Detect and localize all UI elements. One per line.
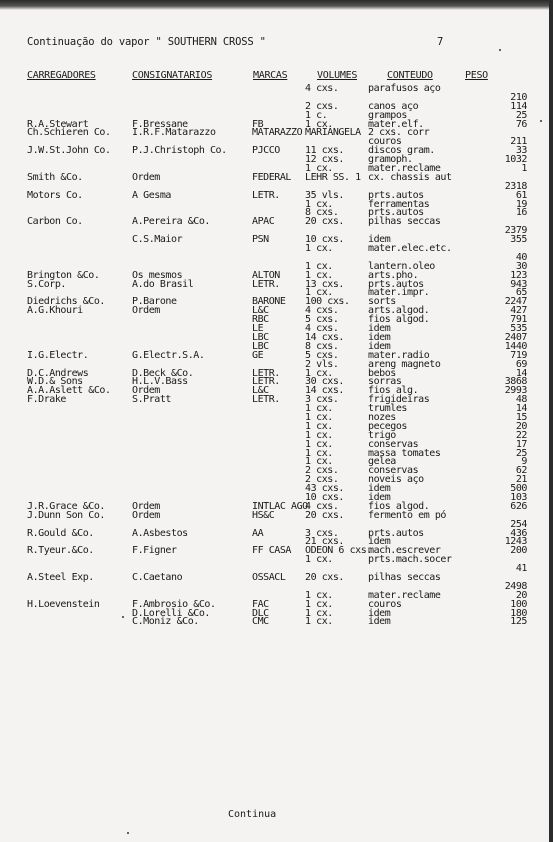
cell-carregador: F.Drake bbox=[27, 394, 66, 406]
cell-consignatario: F.Bressane bbox=[132, 118, 188, 130]
cell-conteudo: prts.mach.socer bbox=[368, 554, 452, 566]
cell-peso: 48 bbox=[515, 394, 527, 406]
cell-marca: L&C bbox=[252, 305, 269, 317]
cell-conteudo: fermento em pó bbox=[368, 509, 446, 521]
cell-conteudo: couros bbox=[368, 598, 402, 610]
cell-peso: 2318 bbox=[504, 180, 527, 192]
cell-conteudo: pilhas seccas bbox=[368, 571, 441, 583]
cell-carregador: Smith &Co. bbox=[27, 171, 83, 183]
scan-speck bbox=[499, 49, 501, 51]
cell-volumes: 1 cx. bbox=[305, 589, 333, 601]
cell-conteudo: idem bbox=[368, 331, 391, 343]
cell-marca: LETR. bbox=[252, 367, 280, 379]
col-conteudo: CONTEUDO bbox=[387, 70, 433, 81]
manifest-row bbox=[0, 235, 553, 244]
cell-volumes: 4 cxs. bbox=[305, 500, 339, 512]
cell-volumes: 8 cxs. bbox=[305, 340, 339, 352]
cell-peso: 25 bbox=[515, 109, 527, 121]
cell-volumes: 1 cx. bbox=[305, 598, 333, 610]
cell-peso: 100 bbox=[510, 598, 527, 610]
cell-consignatario: A Gesma bbox=[132, 189, 171, 201]
cell-marca: RBC bbox=[252, 314, 269, 326]
cell-conteudo: frigideiras bbox=[368, 394, 430, 406]
cell-consignatario: Ordem bbox=[132, 171, 160, 183]
cell-conteudo: fios alg. bbox=[368, 385, 419, 397]
cell-marca: LBC bbox=[252, 331, 269, 343]
cell-consignatario: Ordem bbox=[132, 305, 160, 317]
cell-conteudo: prts.autos bbox=[368, 278, 424, 290]
cell-peso: 22 bbox=[515, 429, 527, 441]
cell-peso: 17 bbox=[515, 438, 527, 450]
manifest-row bbox=[0, 573, 553, 582]
cell-volumes: 12 cxs. bbox=[305, 154, 344, 166]
manifest-row bbox=[0, 128, 553, 137]
cell-conteudo: couros bbox=[368, 136, 402, 148]
cell-consignatario: F.Ambrosio &Co. bbox=[132, 598, 216, 610]
cell-peso: 3868 bbox=[504, 376, 527, 388]
cell-conteudo: nozes bbox=[368, 411, 396, 423]
cell-volumes: 10 cxs. bbox=[305, 234, 344, 246]
cell-volumes: 1 cx. bbox=[305, 163, 333, 175]
cell-conteudo: pilhas seccas bbox=[368, 216, 441, 228]
cell-peso: 20 bbox=[515, 589, 527, 601]
manifest-row bbox=[0, 546, 553, 555]
cell-marca: MATARAZZO bbox=[252, 127, 303, 139]
cell-volumes: 4 cxs. bbox=[305, 83, 339, 94]
manifest-row bbox=[0, 466, 553, 475]
cell-consignatario: Ordem bbox=[132, 500, 160, 512]
cell-peso: 2247 bbox=[504, 296, 527, 308]
cell-consignatario: Os mesmos bbox=[132, 269, 183, 281]
manifest-row bbox=[0, 253, 553, 262]
cell-volumes: 1 cx. bbox=[305, 367, 333, 379]
cell-volumes: 2 cxs. bbox=[305, 474, 339, 486]
cell-conteudo: gelea bbox=[368, 456, 396, 468]
cell-volumes: 1 cx. bbox=[305, 616, 333, 628]
cell-volumes: 4 cxs. bbox=[305, 305, 339, 317]
cell-carregador: Motors Co. bbox=[27, 189, 83, 201]
cell-consignatario: I.R.F.Matarazzo bbox=[132, 127, 216, 139]
manifest-row bbox=[0, 146, 553, 155]
col-carregadores: CARREGADORES bbox=[27, 70, 96, 81]
cell-volumes: 10 cxs. bbox=[305, 491, 344, 503]
cell-peso: 719 bbox=[510, 349, 527, 361]
cell-peso: 123 bbox=[510, 269, 527, 281]
cell-peso: 1440 bbox=[504, 340, 527, 352]
cell-peso: 30 bbox=[515, 260, 527, 272]
cell-conteudo: idem bbox=[368, 323, 391, 335]
cell-conteudo: areng magneto bbox=[368, 358, 441, 370]
cell-conteudo: fios algod. bbox=[368, 314, 430, 326]
cell-conteudo: mater.impr. bbox=[368, 287, 430, 299]
cell-volumes: 100 cxs. bbox=[305, 296, 350, 308]
cell-conteudo: mater.reclame bbox=[368, 589, 441, 601]
cell-carregador: J.R.Grace &Co. bbox=[27, 500, 105, 512]
manifest-row bbox=[0, 431, 553, 440]
cell-conteudo: trigo bbox=[368, 429, 396, 441]
cell-volumes: 1 cx. bbox=[305, 456, 333, 468]
cell-conteudo: 2 cxs. corr bbox=[368, 127, 430, 139]
cell-consignatario: A.Asbestos bbox=[132, 527, 188, 539]
cell-peso: 14 bbox=[515, 403, 527, 415]
cell-carregador: R.Tyeur.&Co. bbox=[27, 545, 94, 557]
manifest-table bbox=[0, 84, 553, 626]
cell-volumes: 1 c. bbox=[305, 109, 328, 121]
cell-conteudo: fios algod. bbox=[368, 500, 430, 512]
manifest-row bbox=[0, 457, 553, 466]
manifest-row bbox=[0, 217, 553, 226]
cell-conteudo: canos aço bbox=[368, 100, 419, 112]
cell-consignatario: P.Barone bbox=[132, 296, 177, 308]
manifest-row bbox=[0, 155, 553, 164]
cell-volumes: 1 cx. bbox=[305, 447, 333, 459]
manifest-row bbox=[0, 484, 553, 493]
cell-volumes: 1 cx. bbox=[305, 403, 333, 415]
cell-peso: 427 bbox=[510, 305, 527, 317]
cell-conteudo: idem bbox=[368, 616, 391, 628]
cell-volumes: 14 cxs. bbox=[305, 331, 344, 343]
manifest-row bbox=[0, 449, 553, 458]
manifest-row bbox=[0, 315, 553, 324]
cell-conteudo: conservas bbox=[368, 438, 419, 450]
cell-peso: 16 bbox=[515, 207, 527, 219]
cell-marca: LBC bbox=[252, 340, 269, 352]
cell-carregador: Ch.Schieren Co. bbox=[27, 127, 111, 139]
manifest-row bbox=[0, 306, 553, 315]
cell-peso: 40 bbox=[515, 251, 527, 263]
cell-peso: 1032 bbox=[504, 154, 527, 166]
cell-volumes: 20 cxs. bbox=[305, 509, 344, 521]
cell-peso: 15 bbox=[515, 411, 527, 423]
cell-conteudo: idem bbox=[368, 234, 391, 246]
cell-marca: GE bbox=[252, 349, 264, 361]
cell-conteudo: mach.escrever bbox=[368, 545, 441, 557]
cell-peso: 626 bbox=[510, 500, 527, 512]
cell-peso: 210 bbox=[510, 91, 527, 103]
cell-conteudo: trumles bbox=[368, 403, 407, 415]
cell-peso: 943 bbox=[510, 278, 527, 290]
cell-volumes: MARIANGELA bbox=[305, 127, 361, 139]
manifest-row bbox=[0, 422, 553, 431]
scan-speck bbox=[540, 120, 542, 122]
cell-conteudo: discos gram. bbox=[368, 145, 435, 157]
cell-volumes: 1 cx. bbox=[305, 260, 333, 272]
cell-peso: 2407 bbox=[504, 331, 527, 343]
col-peso: PESO bbox=[465, 70, 488, 81]
cell-volumes: 1 cx. bbox=[305, 269, 333, 281]
cell-consignatario: Ordem bbox=[132, 385, 160, 397]
cell-volumes: 2 cxs. bbox=[305, 465, 339, 477]
cell-volumes: 14 cxs. bbox=[305, 385, 344, 397]
manifest-row bbox=[0, 404, 553, 413]
manifest-row bbox=[0, 529, 553, 538]
cell-volumes: 35 vls. bbox=[305, 189, 344, 201]
cell-peso: 1243 bbox=[504, 536, 527, 548]
manifest-row bbox=[0, 208, 553, 217]
manifest-row bbox=[0, 102, 553, 111]
cell-volumes: ODEON 6 cxs. bbox=[305, 545, 372, 557]
cell-peso: 2993 bbox=[504, 385, 527, 397]
cell-volumes: 5 cxs. bbox=[305, 349, 339, 361]
cell-volumes: 20 cxs. bbox=[305, 216, 344, 228]
col-marcas: MARCAS bbox=[253, 70, 288, 81]
cell-carregador: J.W.St.John Co. bbox=[27, 145, 111, 157]
cell-conteudo: mater.elec.etc. bbox=[368, 243, 452, 255]
cell-conteudo: prts.autos bbox=[368, 207, 424, 219]
cell-volumes: 1 cx. bbox=[305, 118, 333, 130]
cell-volumes: 1 cx. bbox=[305, 243, 333, 255]
cell-marca: DLC bbox=[252, 607, 269, 619]
cell-consignatario: A.Pereira &Co. bbox=[132, 216, 210, 228]
cell-marca: INTLAC AGO bbox=[252, 500, 308, 512]
cell-peso: 791 bbox=[510, 314, 527, 326]
manifest-row bbox=[0, 600, 553, 609]
cell-carregador: Carbon Co. bbox=[27, 216, 83, 228]
cell-carregador: A.A.Aslett &Co. bbox=[27, 385, 111, 397]
cell-peso: 65 bbox=[515, 287, 527, 299]
cell-carregador: Diedrichs &Co. bbox=[27, 296, 105, 308]
col-volumes: VOLUMES bbox=[317, 70, 358, 81]
manifest-row bbox=[0, 226, 553, 235]
cell-marca: PJCCO bbox=[252, 145, 280, 157]
cell-carregador: R.A.Stewart bbox=[27, 118, 89, 130]
cell-carregador: H.Loevenstein bbox=[27, 598, 100, 610]
cell-marca: OSSACL bbox=[252, 571, 286, 583]
cell-peso: 41 bbox=[515, 563, 527, 575]
cell-marca: HS&C bbox=[252, 509, 275, 521]
cell-carregador: I.G.Electr. bbox=[27, 349, 89, 361]
cell-conteudo: massa tomates bbox=[368, 447, 441, 459]
cell-peso: 33 bbox=[515, 145, 527, 157]
cell-peso: 76 bbox=[515, 118, 527, 130]
cell-consignatario: D.Beck &Co. bbox=[132, 367, 194, 379]
manifest-row bbox=[0, 333, 553, 342]
cell-volumes: 1 cx. bbox=[305, 438, 333, 450]
cell-consignatario: F.Figner bbox=[132, 545, 177, 557]
cell-peso: 114 bbox=[510, 100, 527, 112]
cell-volumes: 1 cx. bbox=[305, 287, 333, 299]
cell-peso: 2379 bbox=[504, 225, 527, 237]
cell-conteudo: gramoph. bbox=[368, 154, 413, 166]
cell-marca: FAC bbox=[252, 598, 269, 610]
cell-marca: ALTON bbox=[252, 269, 280, 281]
cell-conteudo: idem bbox=[368, 536, 391, 548]
cell-carregador: J.Dunn Son Co. bbox=[27, 509, 105, 521]
cell-conteudo: pecegos bbox=[368, 420, 407, 432]
scan-speck bbox=[122, 616, 124, 618]
cell-peso: 21 bbox=[515, 474, 527, 486]
cell-marca: PSN bbox=[252, 234, 269, 246]
cell-peso: 211 bbox=[510, 136, 527, 148]
cell-conteudo: mater.elf. bbox=[368, 118, 424, 130]
cell-volumes: 3 cxs. bbox=[305, 394, 339, 406]
cell-volumes: 1 cx. bbox=[305, 554, 333, 566]
cell-marca: LE bbox=[252, 323, 264, 335]
scan-top-edge bbox=[0, 0, 553, 10]
manifest-row bbox=[0, 84, 553, 93]
cell-marca: LETR. bbox=[252, 376, 280, 388]
cell-volumes: 1 cx. bbox=[305, 420, 333, 432]
manifest-row bbox=[0, 200, 553, 209]
manifest-row bbox=[0, 395, 553, 404]
cell-volumes: 3 cxs. bbox=[305, 527, 339, 539]
manifest-row bbox=[0, 582, 553, 591]
continua-footer: Continua bbox=[228, 809, 277, 820]
cell-consignatario: A.do Brasil bbox=[132, 278, 194, 290]
cell-peso: 20 bbox=[515, 420, 527, 432]
manifest-row bbox=[0, 351, 553, 360]
manifest-row bbox=[0, 280, 553, 289]
cell-marca: AA bbox=[252, 527, 264, 539]
cell-volumes: 5 cxs. bbox=[305, 314, 339, 326]
cell-marca: FB bbox=[252, 118, 264, 130]
scan-speck bbox=[127, 832, 129, 834]
cell-consignatario: S.Pratt bbox=[132, 394, 171, 406]
manifest-row bbox=[0, 173, 553, 182]
cell-conteudo: idem bbox=[368, 340, 391, 352]
manifest-row bbox=[0, 617, 553, 626]
manifest-row bbox=[0, 440, 553, 449]
cell-volumes: 1 cx. bbox=[305, 411, 333, 423]
cell-conteudo: sorts bbox=[368, 296, 396, 308]
cell-peso: 9 bbox=[521, 456, 527, 468]
page-header bbox=[27, 36, 527, 48]
cell-consignatario: C.Caetano bbox=[132, 571, 183, 583]
cell-carregador: W.D.& Sons bbox=[27, 376, 83, 388]
cell-conteudo: ferramentas bbox=[368, 198, 430, 210]
cell-peso: 103 bbox=[510, 491, 527, 503]
cell-consignatario: C.Moniz &Co. bbox=[132, 616, 199, 628]
cell-peso: 355 bbox=[510, 234, 527, 246]
cell-marca: LETR. bbox=[252, 394, 280, 406]
cell-volumes: 21 cxs. bbox=[305, 536, 344, 548]
cell-marca: APAC bbox=[252, 216, 275, 228]
cell-marca: LETR. bbox=[252, 278, 280, 290]
cell-conteudo: parafusos aço bbox=[368, 83, 441, 94]
cell-marca: CMC bbox=[252, 616, 269, 628]
manifest-row bbox=[0, 475, 553, 484]
cell-volumes: LEHR SS. 1 bbox=[305, 171, 361, 183]
col-consignatarios: CONSIGNATARIOS bbox=[132, 70, 213, 81]
cell-volumes: 2 vls. bbox=[305, 358, 339, 370]
cell-volumes: 1 cx. bbox=[305, 198, 333, 210]
cell-conteudo: prts.autos bbox=[368, 527, 424, 539]
cell-marca: BARONE bbox=[252, 296, 286, 308]
cell-conteudo: prts.autos bbox=[368, 189, 424, 201]
cell-peso: 1 bbox=[521, 163, 527, 175]
cell-conteudo: arts.pho. bbox=[368, 269, 419, 281]
cell-peso: 125 bbox=[510, 616, 527, 628]
cell-conteudo: arts.algod. bbox=[368, 305, 430, 317]
cell-peso: 180 bbox=[510, 607, 527, 619]
cell-carregador: D.C.Andrews bbox=[27, 367, 89, 379]
cell-consignatario: H.L.V.Bass bbox=[132, 376, 188, 388]
cell-volumes: 11 cxs. bbox=[305, 145, 344, 157]
cell-volumes: 2 cxs. bbox=[305, 100, 339, 112]
cell-carregador: A.Steel Exp. bbox=[27, 571, 94, 583]
manifest-row bbox=[0, 555, 553, 564]
cell-marca: L&C bbox=[252, 385, 269, 397]
manifest-row bbox=[0, 413, 553, 422]
page-title: Continuação do vapor " SOUTHERN CROSS " bbox=[27, 36, 266, 48]
cell-marca: FEDERAL bbox=[252, 171, 291, 183]
cell-volumes: 8 cxs. bbox=[305, 207, 339, 219]
cell-volumes: 43 cxs. bbox=[305, 483, 344, 495]
cell-peso: 69 bbox=[515, 358, 527, 370]
manifest-row bbox=[0, 609, 553, 618]
cell-volumes: 1 cx. bbox=[305, 607, 333, 619]
cell-peso: 19 bbox=[515, 198, 527, 210]
cell-conteudo: idem bbox=[368, 491, 391, 503]
cell-conteudo: mater.radio bbox=[368, 349, 430, 361]
cell-conteudo: idem bbox=[368, 607, 391, 619]
cell-conteudo: sorras bbox=[368, 376, 402, 388]
manifest-row bbox=[0, 191, 553, 200]
cell-peso: 436 bbox=[510, 527, 527, 539]
manifest-row bbox=[0, 511, 553, 520]
cell-carregador: R.Gould &Co. bbox=[27, 527, 94, 539]
cell-conteudo: bebos bbox=[368, 367, 396, 379]
cell-conteudo: idem bbox=[368, 483, 391, 495]
cell-peso: 500 bbox=[510, 483, 527, 495]
cell-consignatario: P.J.Christoph Co. bbox=[132, 145, 227, 157]
cell-conteudo: conservas bbox=[368, 465, 419, 477]
cell-peso: 200 bbox=[510, 545, 527, 557]
cell-volumes: 1 cx. bbox=[305, 429, 333, 441]
cell-carregador: A.G.Khouri bbox=[27, 305, 83, 317]
cell-conteudo: lantern.oleo bbox=[368, 260, 435, 272]
cell-carregador: Brington &Co. bbox=[27, 269, 100, 281]
cell-consignatario: D.Lorelli &Co. bbox=[132, 607, 210, 619]
cell-carregador: S.Corp. bbox=[27, 278, 66, 290]
cell-consignatario: Ordem bbox=[132, 509, 160, 521]
cell-peso: 61 bbox=[515, 189, 527, 201]
cell-volumes: 30 cxs. bbox=[305, 376, 344, 388]
cell-marca: FF CASA bbox=[252, 545, 291, 557]
manifest-row bbox=[0, 244, 553, 253]
cell-volumes: 4 cxs. bbox=[305, 323, 339, 335]
cell-peso: 25 bbox=[515, 447, 527, 459]
cell-volumes: 13 cxs. bbox=[305, 278, 344, 290]
cell-peso: 2498 bbox=[504, 580, 527, 592]
cell-volumes: 20 cxs. bbox=[305, 571, 344, 583]
column-headers bbox=[27, 70, 547, 82]
cell-marca: LETR. bbox=[252, 189, 280, 201]
cell-consignatario: C.S.Maior bbox=[132, 234, 183, 246]
manifest-row bbox=[0, 93, 553, 102]
cell-peso: 62 bbox=[515, 465, 527, 477]
cell-consignatario: G.Electr.S.A. bbox=[132, 349, 205, 361]
cell-conteudo: cx. chassis aut bbox=[368, 171, 452, 183]
cell-conteudo: grampos bbox=[368, 109, 407, 121]
page-number: 7 bbox=[437, 36, 444, 48]
cell-conteudo: mater.reclame bbox=[368, 163, 441, 175]
cell-peso: 254 bbox=[510, 518, 527, 530]
cell-conteudo: noveis aço bbox=[368, 474, 424, 486]
manifest-row bbox=[0, 324, 553, 333]
cell-peso: 14 bbox=[515, 367, 527, 379]
cell-peso: 535 bbox=[510, 323, 527, 335]
